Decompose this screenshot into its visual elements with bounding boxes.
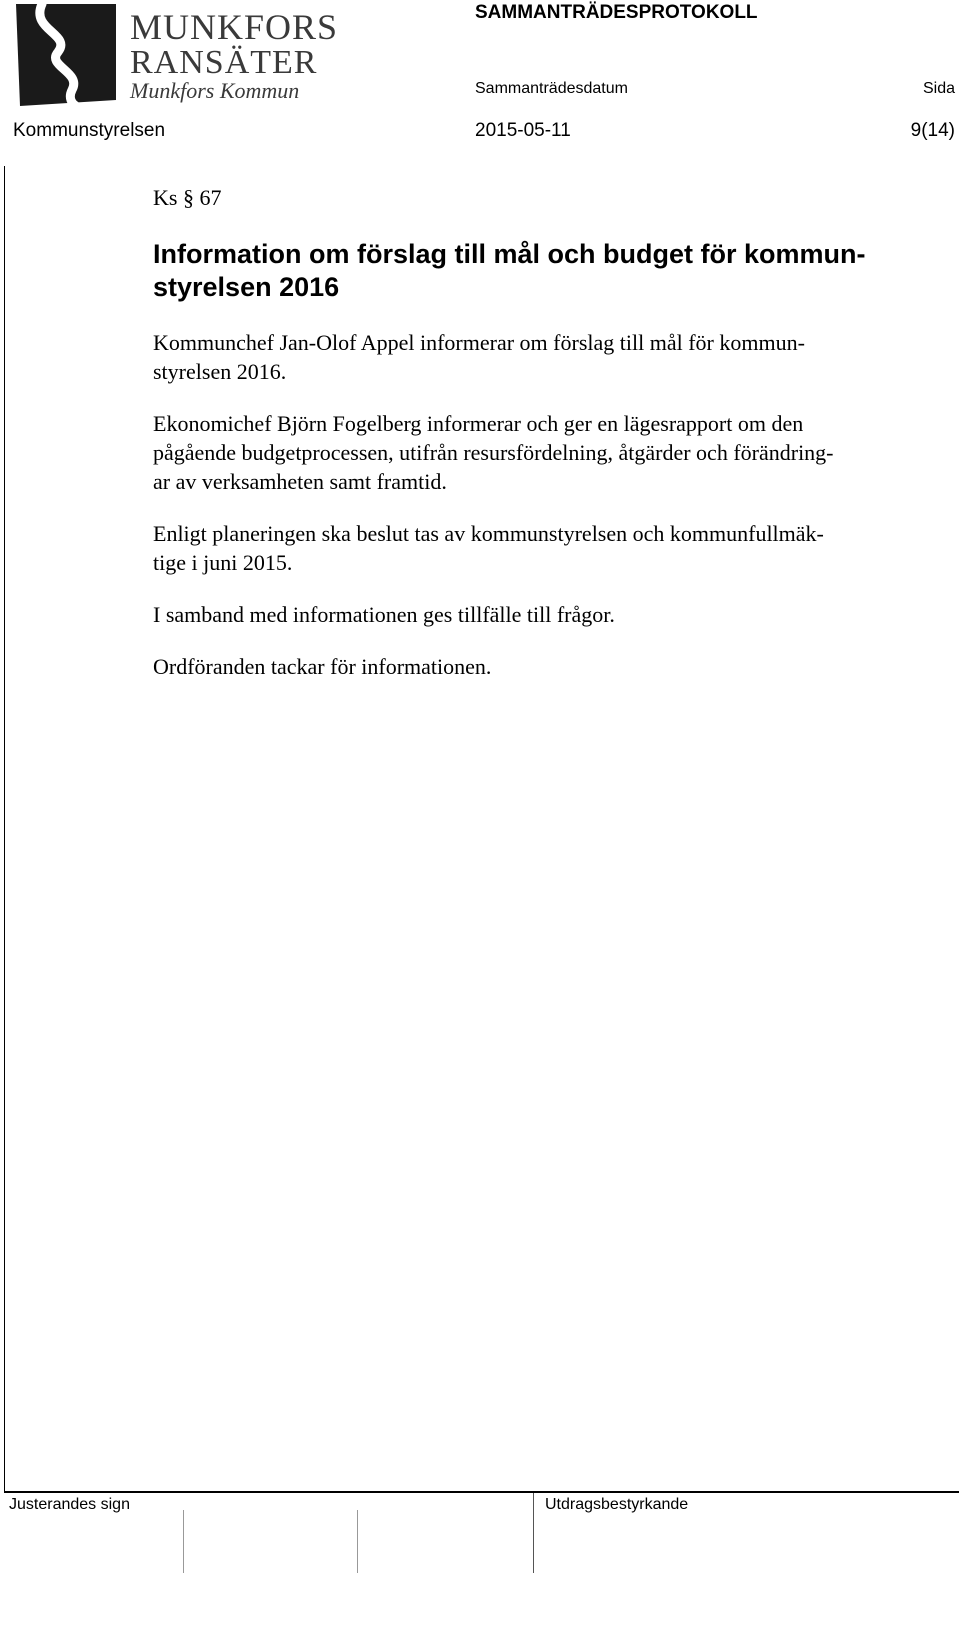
text-line: Ekonomichef Björn Fogelberg informerar och ger en lägesrapport om den	[153, 411, 804, 436]
section-title-line: Information om förslag till mål och budget för kommun-	[153, 239, 866, 269]
board-name: Kommunstyrelsen	[13, 120, 166, 141]
footer-rule	[4, 1491, 959, 1493]
text-line: ar av verksamheten samt framtid.	[153, 469, 447, 494]
document-type: SAMMANTRÄDESPROTOKOLL	[475, 2, 758, 23]
meeting-date-label: Sammanträdesdatum	[475, 80, 628, 97]
meeting-date: 2015-05-11	[475, 120, 571, 141]
paragraph-ekonomichef	[153, 409, 913, 496]
page-label: Sida	[922, 80, 955, 97]
paragraph-planering	[153, 519, 913, 577]
text-line: styrelsen 2016.	[153, 359, 287, 384]
text-line: I samband med informationen ges tillfälle till frågor.	[153, 602, 615, 627]
paragraph-kommunchef	[153, 328, 913, 386]
text-line: tige i juni 2015.	[153, 550, 293, 575]
text-line: Ordföranden tackar för informationen.	[153, 654, 492, 679]
minutes-section	[153, 185, 913, 704]
section-number: Ks § 67	[153, 185, 222, 210]
text-line: Kommunchef Jan-Olof Appel informerar om förslag till mål för kommun-	[153, 330, 805, 355]
footer-column-divider	[533, 1493, 534, 1573]
river-emblem-icon	[12, 0, 124, 112]
text-line: Enligt planeringen ska beslut tas av kommunstyrelsen och kommunfullmäk-	[153, 521, 824, 546]
municipality-logo	[12, 0, 339, 112]
paragraph-ordforanden	[153, 652, 913, 681]
text-line: pågående budgetprocessen, utifrån resursfördelning, åtgärder och förändring-	[153, 440, 834, 465]
utdragsbestyrkande-label: Utdragsbestyrkande	[545, 1496, 689, 1513]
section-title-line: styrelsen 2016	[153, 272, 340, 302]
left-margin-rule	[4, 166, 5, 1492]
logo-text-kommun: Munkfors Kommun	[130, 78, 300, 103]
signature-box-divider	[183, 1510, 184, 1573]
logo-text-ransater: RANSÄTER	[130, 44, 318, 81]
page-number: 9(14)	[910, 120, 955, 141]
signature-box-divider	[357, 1510, 358, 1573]
paragraph-fragor	[153, 600, 913, 629]
logo-text-munkfors: MUNKFORS	[130, 7, 339, 47]
justerandes-sign-label: Justerandes sign	[9, 1496, 130, 1513]
section-title	[153, 238, 913, 304]
